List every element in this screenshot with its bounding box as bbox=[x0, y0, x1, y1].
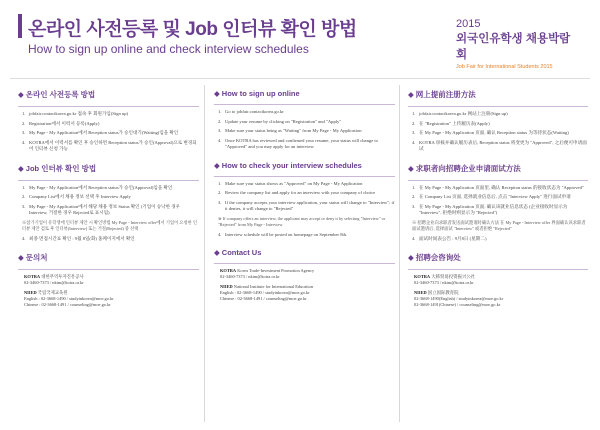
header bbox=[0, 0, 600, 78]
logo-year: 2015 bbox=[456, 18, 481, 30]
list-item: 3. If the company accepts your interview application, your status will change to "Interview"; if it denies, it will change to "Rejected" bbox=[218, 199, 395, 212]
step-list bbox=[412, 111, 588, 153]
list-item: 1. Go to jobfair.contactkorea.go.kr bbox=[218, 109, 284, 114]
list-item: 3. My Page - My Application에서 Reception status가 승인대기(Waiting)임을 확인 bbox=[22, 130, 179, 136]
column-divider bbox=[399, 85, 400, 422]
list-item: 3. Make sure your status being as "Waiting" from My Page - My Application bbox=[218, 128, 362, 134]
list-item: 2. 在 Company List 页面, 选择就业信息后, 点击 "Interview Apply" 进行面试申请 bbox=[412, 194, 571, 200]
note-text: ※ If company offers an interview, the applicant may accept or deny it by selecting "Interview" or "Rejected" from My Page - Interview bbox=[218, 215, 386, 227]
step-list bbox=[218, 109, 395, 151]
section-rule bbox=[214, 176, 395, 177]
list-item: 2. Company List에서 채용 정보 선택 후 Interview Apply bbox=[22, 194, 131, 200]
list-item: 4. 최종 면접시간표 확인 : 9월 8일(화) 홈페이지에서 확인 bbox=[22, 235, 135, 241]
english-column bbox=[210, 85, 395, 422]
step-list bbox=[218, 232, 395, 238]
step-list bbox=[22, 236, 199, 242]
list-item: 1. jobfair.contactkorea.go.kr 网站上注册(Sign up) bbox=[412, 111, 508, 116]
list-item: 2. Update your resume by clicking on "Registration" and "Apply" bbox=[218, 118, 342, 124]
title-english: How to sign up online and check interview schedules bbox=[28, 42, 309, 56]
list-item: 2. Registration에서 이력서 등록(Apply) bbox=[22, 120, 100, 126]
note-text: ※ 招聘企业向求职者发送面试邀请时确认方法 在 My Page - Interview offer 界面确认该求职者面试邀请后, 选择面试 "Interview" 或者拒绝 "Rejected" bbox=[412, 219, 586, 231]
title-accent-bar bbox=[18, 14, 22, 38]
section-title: ◆ Job 인터뷰 확인 방법 bbox=[18, 163, 97, 173]
section-rule bbox=[18, 180, 199, 181]
section-title: ◆ 网上提前注册方法 bbox=[408, 90, 476, 99]
list-item: 3. 在 My Page - My Application 页面, 确认该就业信息状态 (企业接收时显示为 "Interview", 拒绝时则显示为 "Rejected") bbox=[412, 203, 568, 216]
contact-block: KOTRA Korea Trade-Investment Promotion Agency 02-3460-7373 / nkim@kotra.or.kr NIIED National Institute for International Education English : 02-3668-1490 / studyinkorea@moe.go.kr Chinese : 02-3668-1491 / counseling@moe.go.kr bbox=[220, 268, 315, 302]
list-item: 1. jobfair.contactkorea.go.kr 접속 후 회원가입(Sign up) bbox=[22, 111, 129, 116]
list-item: 4. Interview schedule will be posted on homepage on September 8th. bbox=[218, 231, 348, 237]
list-item: 2. Review the company list and apply for an interview with your company of choice bbox=[218, 190, 376, 196]
title-korean: 온라인 사전등록 및 Job 인터뷰 확인 방법 bbox=[28, 19, 357, 40]
leaflet-page bbox=[10, 78, 590, 426]
section-title: ◆ 招聘会咨询处 bbox=[408, 253, 461, 263]
column-divider bbox=[204, 85, 205, 422]
step-list bbox=[412, 236, 588, 242]
section-rule bbox=[408, 106, 588, 107]
section-title: ◆ 求职者向招聘企业申请面试方法 bbox=[408, 163, 521, 173]
section-rule bbox=[18, 269, 199, 270]
logo-english: Job Fair for International Students 2015 bbox=[456, 64, 553, 70]
section-rule bbox=[408, 269, 588, 270]
step-list bbox=[22, 185, 199, 217]
section-rule bbox=[214, 104, 395, 105]
contact-block: KOTRA 大韩贸易投资振兴公社 02-3460-7373 / nkim@kotra.or.kr NIIED 国立国际教育院 02-3668-1490(English) / studyinkorea@moe.go.kr 02-3668-1491(Chinese) / counseling@moe.go.kr bbox=[414, 274, 504, 308]
section-title: ◆ How to sign up online bbox=[214, 89, 300, 98]
list-item: 2. 在 "Registration" 上传履历表(Apply) bbox=[412, 120, 490, 126]
list-item: 1. Make sure your status shows as "Approved" on My Page - My Application bbox=[218, 180, 363, 186]
fair-logo bbox=[456, 18, 580, 70]
list-item: 3. 在 My Page - My Application 页面, 确认 Reception status 为等待状态(Waiting) bbox=[412, 130, 569, 136]
chinese-column bbox=[404, 85, 588, 422]
list-item: 4. KOTRA 审核并确认履历表后, Reception status 将变更为 "Approved", 之后便可申请面试 bbox=[412, 140, 587, 152]
contact-block: KOTRA 대한무역투자진흥공사 02-3460-7373 / nkim@kotra.or.kr NIIED 국립국제교육원 English : 02-3668-1490 / studyinkorea@moe.go.kr Chinese : 02-3668-1491 / counseling@moe.go.kr bbox=[24, 274, 114, 308]
list-item: 4. Once KOTRA has reviewed and confirmed your resume, your status will change to "Approved" and you may apply for an interview bbox=[218, 138, 378, 150]
section-rule bbox=[18, 106, 199, 107]
section-title: ◆ 온라인 사전등록 방법 bbox=[18, 90, 96, 99]
list-item: 1. My Page - My Application에서 Reception status가 승인(Approval)임을 확인 bbox=[22, 184, 173, 190]
section-title: ◆ 문의처 bbox=[18, 253, 48, 263]
step-list bbox=[412, 185, 588, 217]
note-text: ※참가기업이 유학생에 인터뷰 제안 시 확인방법 My Page - Interview offer에서 기업이 요청한 인터뷰 제안 검토 후 인터뷰(Interview) 또는 거절(Rejected) 중 선택 bbox=[22, 219, 197, 231]
logo-korean: 외국인유학생 채용박람회 bbox=[456, 33, 571, 61]
list-item: 4. 面试时间表公告 : 9月8日 (星期二) bbox=[412, 235, 487, 241]
list-item: 4. KOTRA에서 이력서를 확인 후 승인하면 Reception status가 승인(Approval)으로 변경되어 인터뷰 신청 가능 bbox=[22, 140, 197, 152]
section-title: ◆ Contact Us bbox=[214, 248, 262, 258]
step-list bbox=[22, 111, 199, 153]
step-list bbox=[218, 181, 395, 213]
list-item: 3. My Page - My Application에서 해당 채용 정보 Status 확인 (기업이 승낙한 경우 Interview, 거절한 경우 Rejected로 표시됨) bbox=[22, 203, 181, 216]
list-item: 1. 在 My Page - My Application 页面里, 确认 Reception status 的接收状态为 "Approved" bbox=[412, 184, 584, 190]
korean-column bbox=[14, 85, 199, 422]
section-rule bbox=[214, 263, 395, 264]
section-title: ◆ How to check your interview schedules bbox=[214, 160, 362, 170]
section-rule bbox=[408, 180, 588, 181]
